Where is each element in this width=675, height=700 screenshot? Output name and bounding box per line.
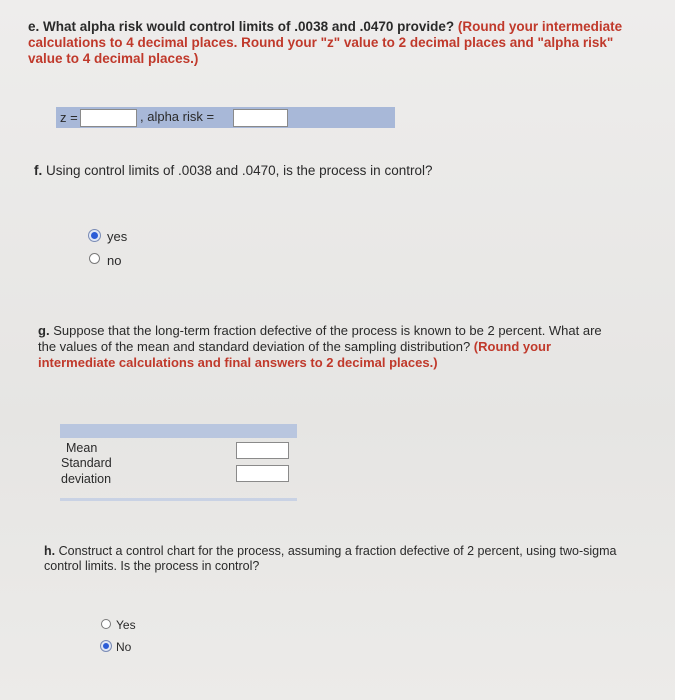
question-e-hint: (Round your intermediate calculations to 4 decimal places. Round your "z" value to 2 decimal places and "alpha risk" value to 4 decimal places.) xyxy=(28,19,623,66)
question-e xyxy=(28,19,648,67)
question-f xyxy=(34,163,654,179)
radio-h-no-label[interactable]: No xyxy=(116,640,132,654)
alpha-risk-input[interactable] xyxy=(233,109,288,127)
question-f-text: Using control limits of .0038 and .0470, is the process in control? xyxy=(46,163,433,178)
g-mean-label: Mean xyxy=(66,441,98,455)
question-e-text: What alpha risk would control limits of .0038 and .0470 provide? xyxy=(43,19,455,34)
question-g-letter: g. xyxy=(38,323,50,338)
g-std-label: Standard deviation xyxy=(61,456,112,486)
question-h xyxy=(44,544,624,574)
radio-f-no-label[interactable]: no xyxy=(107,253,122,268)
g-std-input[interactable] xyxy=(236,465,289,482)
radio-h-yes[interactable] xyxy=(101,619,111,629)
question-f-letter: f. xyxy=(34,163,43,178)
question-g-text: Suppose that the long-term fraction defective of the process is known to be 2 percent. What are the values of the mean and standard deviation of the sampling distribution? xyxy=(38,323,602,354)
question-h-text: Construct a control chart for the process, assuming a fraction defective of 2 percent, using two-sigma control limits. Is the process in control? xyxy=(44,544,617,573)
radio-h-yes-label[interactable]: Yes xyxy=(116,618,136,632)
alpha-risk-label: , alpha risk = xyxy=(140,109,215,124)
question-h-letter: h. xyxy=(44,544,56,558)
z-input[interactable] xyxy=(80,109,137,127)
g-mean-input[interactable] xyxy=(236,442,289,459)
question-g xyxy=(38,323,618,371)
g-table-footer xyxy=(60,498,297,501)
question-g-hint: (Round your intermediate calculations and final answers to 2 decimal places.) xyxy=(38,339,552,370)
radio-h-no[interactable] xyxy=(101,641,111,651)
question-e-letter: e. xyxy=(28,19,40,34)
radio-f-yes[interactable] xyxy=(89,230,100,241)
radio-f-no[interactable] xyxy=(89,253,100,264)
radio-f-yes-label[interactable]: yes xyxy=(107,229,128,244)
z-label: z = xyxy=(60,110,78,125)
g-table-header xyxy=(60,424,297,438)
